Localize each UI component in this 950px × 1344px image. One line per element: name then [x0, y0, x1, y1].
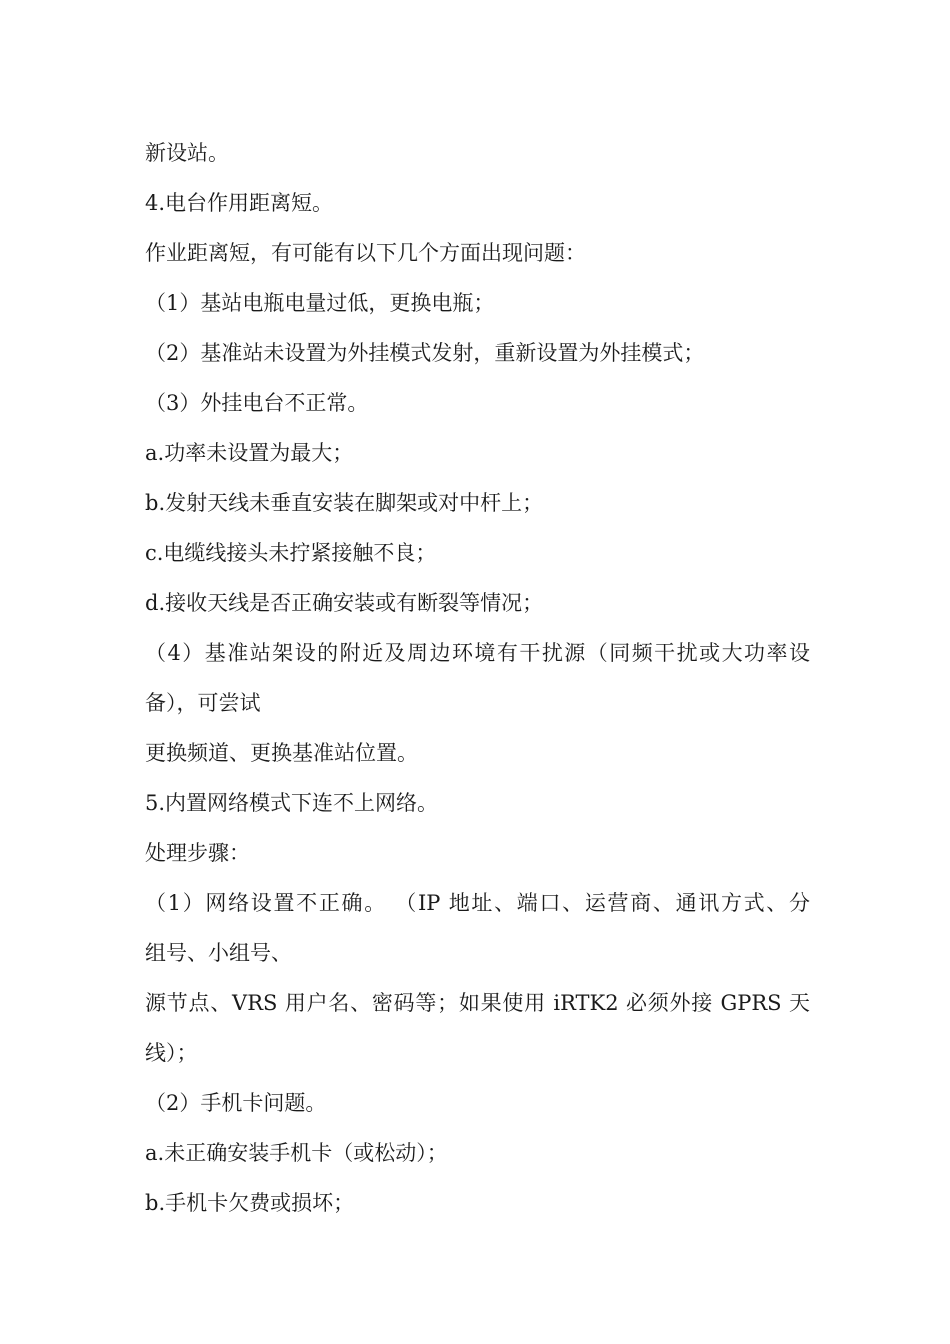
sub-list-item: b.手机卡欠费或损坏；: [145, 1191, 355, 1215]
list-item: （1）基站电瓶电量过低，更换电瓶；: [145, 291, 495, 315]
sub-list-item: b.发射天线未垂直安装在脚架或对中杆上；: [145, 491, 544, 515]
text-line: 组号、小组号、: [145, 941, 292, 965]
list-item: （4）基准站架设的附近及周边环境有干扰源（同频干扰或大功率设: [145, 641, 810, 665]
text-line: 更换频道、更换基准站位置。: [145, 741, 418, 765]
sub-list-item: a.未正确安装手机卡（或松动）；: [145, 1141, 448, 1165]
list-item: （2）手机卡问题。: [145, 1091, 327, 1115]
text-line: 新设站。: [145, 141, 229, 165]
sub-list-item: a.功率未设置为最大；: [145, 441, 354, 465]
text-line: 处理步骤：: [145, 841, 250, 865]
sub-list-item: c.电缆线接头未拧紧接触不良；: [145, 541, 437, 565]
list-item: （2）基准站未设置为外挂模式发射，重新设置为外挂模式；: [145, 341, 705, 365]
list-item: （1）网络设置不正确。 （IP 地址、端口、运营商、通讯方式、分: [145, 891, 810, 915]
text-line: 源节点、VRS 用户名、密码等；如果使用 iRTK2 必须外接 GPRS 天: [145, 991, 810, 1015]
list-item: （3）外挂电台不正常。: [145, 391, 369, 415]
section-heading-5: 5.内置网络模式下连不上网络。: [145, 791, 439, 815]
section-heading-4: 4.电台作用距离短。: [145, 191, 334, 215]
sub-list-item: d.接收天线是否正确安装或有断裂等情况；: [145, 591, 544, 615]
text-line: 作业距离短，有可能有以下几个方面出现问题：: [145, 241, 586, 265]
document-body: [145, 128, 810, 1228]
text-line: 备），可尝试: [145, 691, 261, 715]
text-line: 线）；: [145, 1041, 198, 1065]
